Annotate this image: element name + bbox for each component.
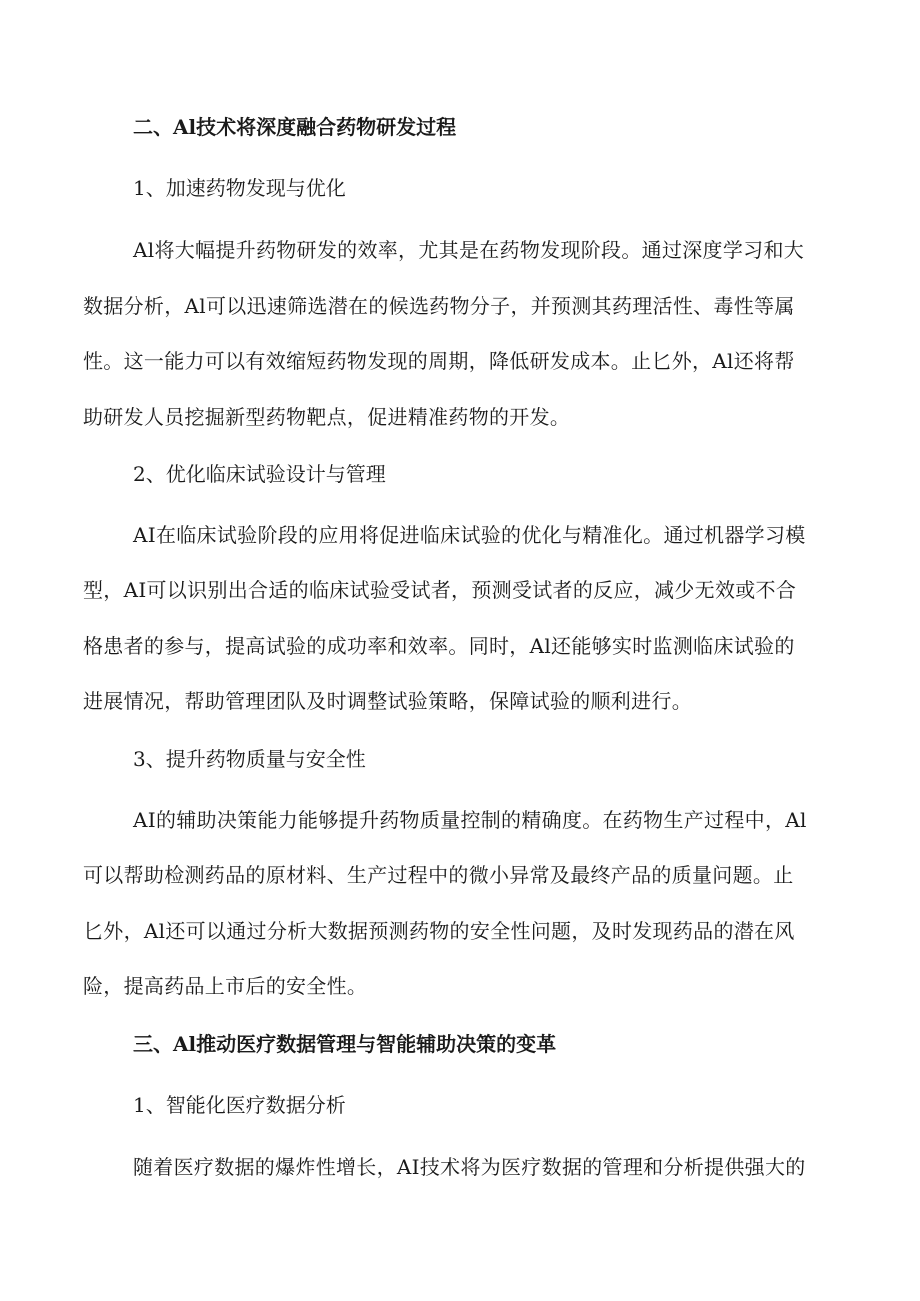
section-3-heading: 三、Al推动医疗数据管理与智能辅助决策的变革 [133, 1032, 557, 1056]
paragraph-line: 性。这一能力可以有效缩短药物发现的周期，降低研发成本。止匕外，Al还将帮 [83, 349, 795, 373]
section-2-sub-2-title: 2、优化临床试验设计与管理 [133, 462, 386, 486]
paragraph-line: 匕外，Al还可以通过分析大数据预测药物的安全性问题，及时发现药品的潜在风 [83, 919, 795, 943]
paragraph-line: 型，AI可以识别出合适的临床试验受试者，预测受试者的反应，减少无效或不合 [83, 578, 797, 602]
paragraph-line: 数据分析，Al可以迅速筛选潜在的候选药物分子，并预测其药理活性、毒性等属 [83, 294, 795, 318]
section-3-sub-1-title: 1、智能化医疗数据分析 [133, 1093, 346, 1117]
paragraph-line: 可以帮助检测药品的原材料、生产过程中的微小异常及最终产品的质量问题。止 [83, 863, 794, 887]
paragraph-line: 随着医疗数据的爆炸性增长，AI技术将为医疗数据的管理和分析提供强大的 [133, 1155, 806, 1179]
paragraph-line: 助研发人员挖掘新型药物靶点，促进精准药物的开发。 [83, 405, 571, 429]
section-2-sub-1-title: 1、加速药物发现与优化 [133, 176, 346, 200]
paragraph-line: 险，提高药品上市后的安全性。 [83, 974, 368, 998]
paragraph-line: AI的辅助决策能力能够提升药物质量控制的精确度。在药物生产过程中，Al [133, 808, 807, 832]
paragraph-line: 进展情况，帮助管理团队及时调整试验策略，保障试验的顺利进行。 [83, 689, 692, 713]
paragraph-line: 格患者的参与，提高试验的成功率和效率。同时，Al还能够实时监测临床试验的 [83, 634, 795, 658]
paragraph-line: Al将大幅提升药物研发的效率，尤其是在药物发现阶段。通过深度学习和大 [133, 238, 805, 262]
paragraph-line: AI在临床试验阶段的应用将促进临床试验的优化与精准化。通过机器学习模 [133, 523, 806, 547]
section-2-heading: 二、Al技术将深度融合药物研发过程 [133, 115, 457, 139]
section-2-sub-3-title: 3、提升药物质量与安全性 [133, 747, 366, 771]
